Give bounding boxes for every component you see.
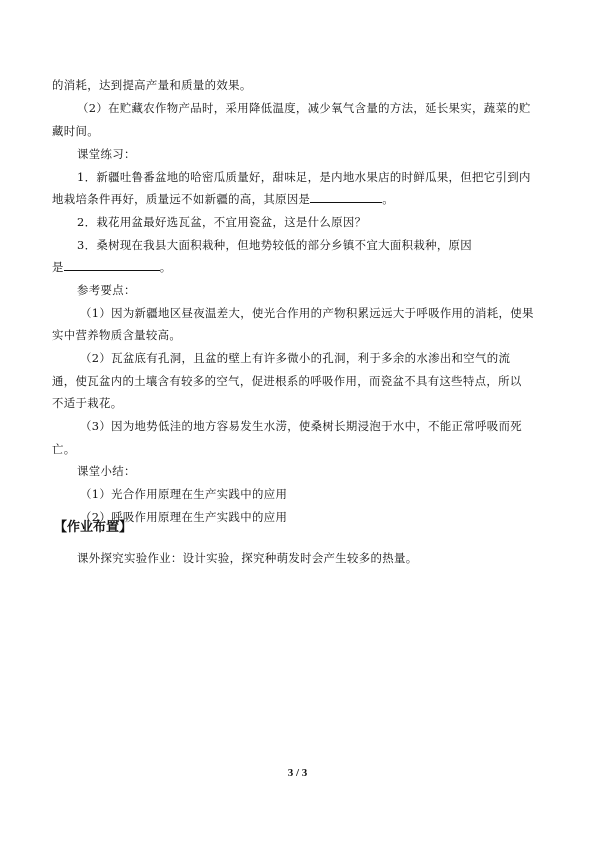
question-2: 2．栽花用盆最好选瓦盆，不宜用瓷盆，这是什么原因？ — [77, 215, 367, 229]
question-3: 3．桑树现在我县大面积栽种，但地势较低的部分乡镇不宜大面积栽种，原因 — [77, 238, 473, 252]
homework-text: 课外探究实验作业：设计实验，探究种萌发时会产生较多的热量。 — [77, 551, 418, 565]
text-span: 。 — [159, 260, 172, 274]
text-line: 实中营养物质含量较高。 — [52, 328, 182, 342]
summary-item: （1）光合作用原理在生产实践中的应用 — [80, 487, 288, 501]
summary-item: （2）呼吸作用原理在生产实践中的应用 — [80, 510, 288, 524]
text-line: 藏时间。 — [52, 124, 99, 138]
homework-heading: 【作业布置】 — [54, 520, 133, 535]
section-label: 课堂小结： — [77, 464, 136, 478]
text-span: 是 — [52, 260, 64, 274]
text-line: 亡。 — [52, 442, 76, 456]
question-3-continued — [52, 260, 172, 274]
section-label: 课堂练习： — [77, 147, 136, 161]
text-line: 的消耗，达到提高产量和质量的效果。 — [52, 78, 252, 92]
section-label: 参考要点： — [77, 283, 136, 297]
answer-2: （2）瓦盆底有孔洞，且盆的壁上有许多微小的孔洞，利于多余的水渗出和空气的流 — [80, 351, 511, 365]
text-line: 通，使瓦盆内的土壤含有较多的空气，促进根系的呼吸作用，而瓷盆不具有这些特点，所以 — [52, 374, 522, 388]
text-line: （2）在贮藏农作物产品时，采用降低温度，减少氧气含量的方法，延长果实，蔬菜的贮 — [77, 101, 531, 115]
text-line: 不适于栽花。 — [52, 396, 123, 410]
text-span: 地栽培条件再好，质量远不如新疆的高，其原因是 — [52, 192, 311, 206]
answer-blank — [310, 192, 382, 203]
question-1: 1．新疆吐鲁番盆地的哈密瓜质量好，甜味足，是内地水果店的时鲜瓜果，但把它引到内 — [77, 170, 531, 184]
text-span: 。 — [382, 192, 395, 206]
answer-blank — [64, 260, 160, 271]
question-1-continued — [52, 192, 394, 206]
page-number: 3 / 3 — [287, 767, 308, 779]
answer-3: （3）因为地势低洼的地方容易发生水涝，使桑树长期浸泡于水中，不能正常呼吸而死 — [80, 419, 523, 433]
answer-1: （1）因为新疆地区昼夜温差大，使光合作用的产物积累远远大于呼吸作用的消耗，使果 — [80, 306, 534, 320]
